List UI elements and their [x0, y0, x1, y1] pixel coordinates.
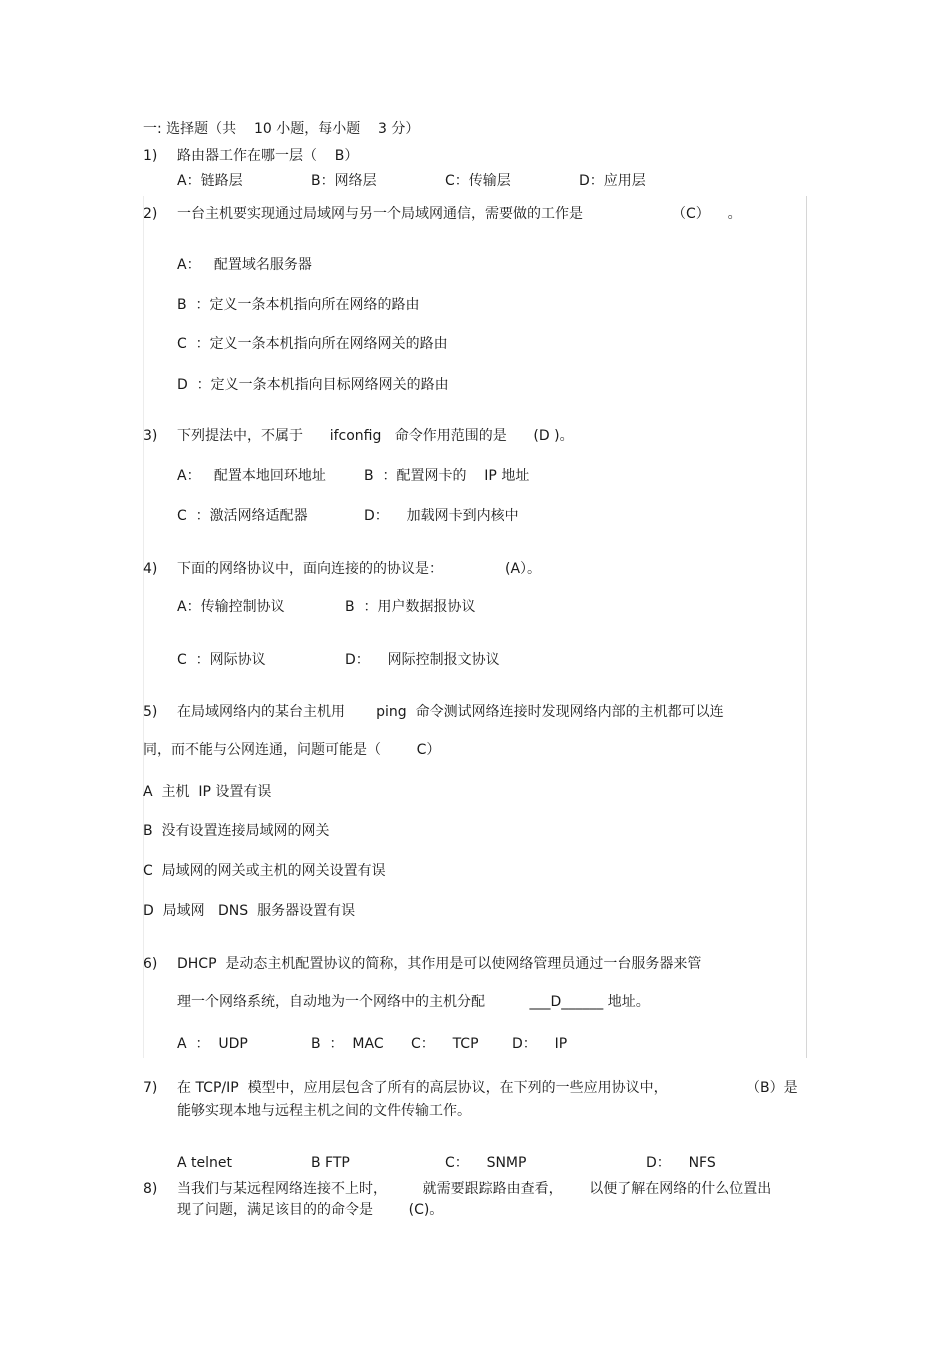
- question-8-number: 8): [143, 1181, 158, 1197]
- question-8-text-line-1: 当我们与某远程网络连接不上时， 就需要跟踪路由查看， 以便了解在网络的什么位置出: [177, 1181, 772, 1197]
- question-1-number: 1): [143, 148, 158, 164]
- question-2-option-c: C ：定义一条本机指向所在网络网关的路由: [177, 336, 448, 352]
- question-4-number: 4): [143, 561, 158, 577]
- question-1-text: 路由器工作在哪一层（ B）: [177, 148, 359, 164]
- question-1-option-c: C：传输层: [445, 173, 511, 189]
- question-2-text: 一台主机要实现通过局域网与另一个局域网通信，需要做的工作是: [177, 206, 583, 222]
- question-3-option-c: C ：激活网络适配器: [177, 508, 308, 524]
- question-4-text: 下面的网络协议中，面向连接的的协议是：: [177, 561, 443, 577]
- question-1-option-d: D：应用层: [579, 173, 646, 189]
- question-5-option-c: C 局域网的网关或主机的网关设置有误: [143, 863, 386, 879]
- section-title: 一: 选择题（共 10 小题，每小题 3 分）: [143, 121, 420, 137]
- question-1-option-b: B：网络层: [311, 173, 377, 189]
- question-7-number: 7): [143, 1080, 158, 1096]
- question-5-option-d: D 局域网 DNS 服务器设置有误: [143, 903, 356, 919]
- question-3-option-b: B ：配置网卡的 IP 地址: [364, 468, 530, 484]
- question-6-option-b: B ： MAC: [311, 1036, 384, 1052]
- question-4-option-c: C ：网际协议: [177, 652, 266, 668]
- question-6-option-c: C： TCP: [411, 1036, 479, 1052]
- question-6-number: 6): [143, 956, 158, 972]
- question-4-answer: (A）。: [505, 561, 542, 577]
- margin-line-left: [143, 196, 144, 1058]
- question-5-option-b: B 没有设置连接局域网的网关: [143, 823, 330, 839]
- question-7-text-line-2: 能够实现本地与远程主机之间的文件传输工作。: [177, 1103, 471, 1119]
- question-6-option-d: D： IP: [512, 1036, 568, 1052]
- question-2-option-d: D ：定义一条本机指向目标网络网关的路由: [177, 377, 449, 393]
- question-4-option-d: D： 网际控制报文协议: [345, 652, 500, 668]
- question-3-option-d: D： 加载网卡到内核中: [364, 508, 519, 524]
- question-5-number: 5): [143, 704, 158, 720]
- question-3-text: 下列提法中，不属于 ifconfig 命令作用范围的是 (D )。: [177, 428, 574, 444]
- question-2-option-a: A： 配置域名服务器: [177, 257, 312, 273]
- question-6-option-a: A ： UDP: [177, 1036, 248, 1052]
- margin-line-right: [806, 196, 807, 1058]
- question-7-option-d: D： NFS: [646, 1155, 716, 1171]
- question-7-option-b: B FTP: [311, 1155, 350, 1171]
- question-3-number: 3): [143, 428, 158, 444]
- question-4-option-a: A：传输控制协议: [177, 599, 285, 615]
- question-8-text-line-2: 现了问题，满足该目的的命令是 (C)。: [177, 1202, 444, 1218]
- question-1-option-a: A：链路层: [177, 173, 243, 189]
- question-7-text-line-1: 在 TCP/IP 模型中，应用层包含了所有的高层协议，在下列的一些应用协议中，: [177, 1080, 668, 1096]
- question-4-option-b: B ：用户数据报协议: [345, 599, 476, 615]
- question-6-text-line-1: DHCP 是动态主机配置协议的简称，其作用是可以使网络管理员通过一台服务器来管: [177, 956, 702, 972]
- question-6-text-line-2: 理一个网络系统，自动地为一个网络中的主机分配 ___D______ 地址。: [177, 994, 650, 1010]
- question-2-answer: （C） 。: [672, 206, 742, 222]
- question-2-number: 2): [143, 206, 158, 222]
- question-3-option-a: A： 配置本地回环地址: [177, 468, 326, 484]
- question-5-text-line-1: 在局域网络内的某台主机用 ping 命令测试网络连接时发现网络内部的主机都可以连: [177, 704, 724, 720]
- question-7-option-c: C： SNMP: [445, 1155, 527, 1171]
- question-2-option-b: B ：定义一条本机指向所在网络的路由: [177, 297, 420, 313]
- question-7-option-a: A telnet: [177, 1155, 232, 1171]
- question-5-text-line-2: 同，而不能与公网连通，问题可能是（ C）: [143, 742, 441, 758]
- question-5-option-a: A 主机 IP 设置有误: [143, 784, 272, 800]
- question-7-answer: （B）是: [746, 1080, 798, 1096]
